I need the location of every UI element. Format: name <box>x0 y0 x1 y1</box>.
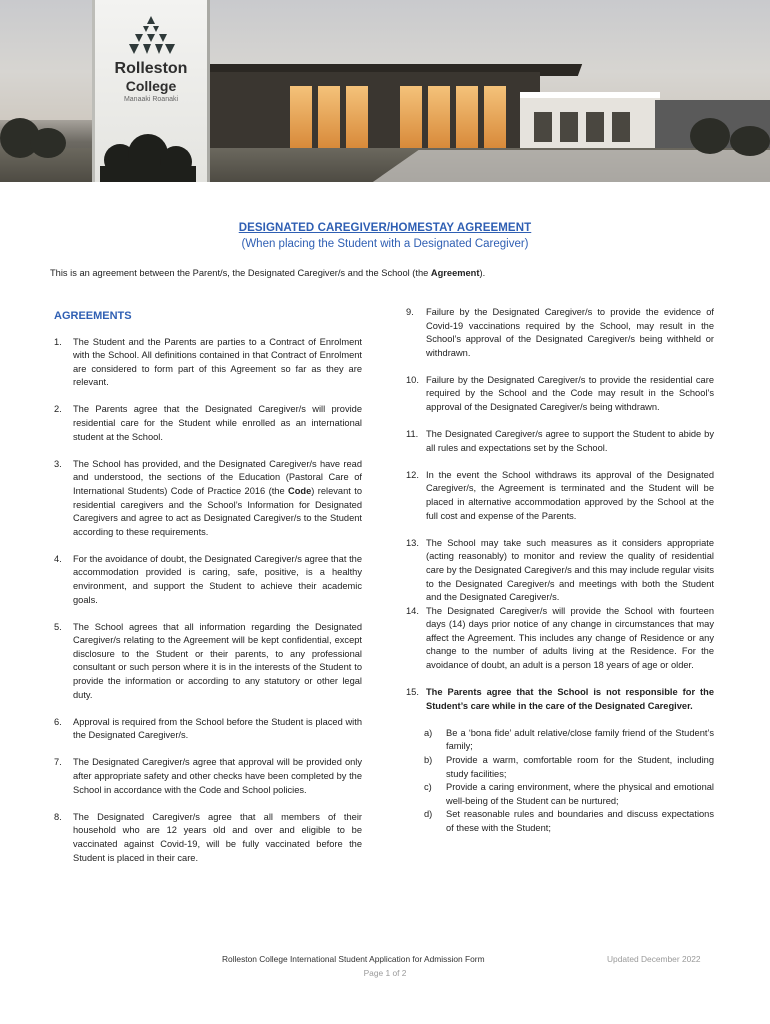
list-item: 7. The Designated Caregiver/s agree that approval will be provided only after appropriate safety and other checks have been completed by the School in accordance with the Code and School policies. <box>54 757 362 795</box>
flax-bush-icon <box>100 120 196 182</box>
section-heading-agreements: AGREEMENTS <box>54 310 132 322</box>
list-item: 15. The Parents agree that the School is not responsible for the Student’s care while in the care of the Designated Caregiver. <box>406 687 714 711</box>
agreement-term: Agreement <box>430 268 480 278</box>
college-logo-icon <box>125 14 177 58</box>
list-item: 13. The School may take such measures as it considers appropriate (acting reasonably) to monitor and review the quality of residential care by the Designated Caregiver/s and this may include regular visits to the Designated Caregiver/s and meetings with both the Student and the Designated Caregiver/s. <box>406 537 714 603</box>
list-item: 9. Failure by the Designated Caregiver/s to provide the evidence of Covid-19 vaccinations required by the School, may result in the School’s approval of the Designated Caregiver/s being withheld or withdrawn. <box>406 307 714 358</box>
list-item: 2. The Parents agree that the Designated Caregiver/s will provide residential care for the Student while enrolled as an international student at the School. <box>54 404 362 442</box>
sign-college-name: Rolleston <box>114 60 188 77</box>
list-item: 6. Approval is required from the School before the Student is placed with the Designated Caregiver/s. <box>54 716 362 741</box>
sub-list-item: a) Be a ‘bona fide’ adult relative/close family friend of the Student’s family; <box>424 727 714 752</box>
sign-motto: Manaaki Roanaki <box>123 96 179 103</box>
list-item: 11. The Designated Caregiver/s agree to support the Student to abide by all rules and expectations set by the School. <box>406 429 714 453</box>
footer-form-name: Rolleston College International Student Application for Admission Form <box>222 954 485 964</box>
document-heading <box>0 222 770 250</box>
list-item: 12. In the event the School withdraws its approval of the Designated Caregiver/s, the Agreement is terminated and the Student will be placed in alternative accommodation approved by the School at the full cost and expense of the Parents. <box>406 469 714 521</box>
intro-paragraph: This is an agreement between the Parent/s, the Designated Caregiver/s and the School (the Agreement). <box>50 268 486 278</box>
sub-list-item: b) Provide a warm, comfortable room for the Student, including study facilities; <box>424 755 714 779</box>
document-title: DESIGNATED CAREGIVER/HOMESTAY AGREEMENT <box>238 222 532 234</box>
sub-list-item: c) Provide a caring environment, where the physical and emotional well-being of the Student can be nurtured; <box>424 782 714 806</box>
sign-college-word: College <box>125 78 177 94</box>
list-item: 14. The Designated Caregiver/s will provide the School with fourteen days (14) days prior notice of any change in circumstances that may affect the Agreement. This includes any change of Residence or any change to the number of adults living at the Residence. For the avoidance of doubt, an adult is a person 18 years of age or older. <box>406 605 714 671</box>
header-photo <box>0 0 770 182</box>
page-number: Page 1 of 2 <box>363 968 407 978</box>
list-item: 10. Failure by the Designated Caregiver/s to provide the residential care required by the School and the Code may result in the School’s approval of the Designated Caregiver/s being withdrawn. <box>406 374 714 413</box>
left-column <box>54 306 362 879</box>
list-item: 8. The Designated Caregiver/s agree that all members of their household who are 12 years old and over and eligible to be vaccinated against Covid-19, will be fully vaccinated before the Student is placed in their care. <box>54 811 362 863</box>
list-item: 3. The School has provided, and the Designated Caregiver/s have read and understood, the sections of the Education (Pastoral Care of International Students) Code of Practice 2016 (the Code) relevant to residential caregivers and the School’s Information for Designated Caregivers and agree to act as Designated Caregiver/s to the Student according to these requirements. <box>54 458 363 537</box>
document-subtitle: (When placing the Student with a Designated Caregiver) <box>241 238 529 250</box>
list-item: 5. The School agrees that all information regarding the Designated Caregiver/s relating to the Agreement will be kept confidential, except disclosure to the Student or their parents, to any professional consultant or such person where it is in the interests of the Student to provide the information or according to any statutory or other legal duty. <box>54 621 362 700</box>
list-item: 4. For the avoidance of doubt, the Designated Caregiver/s agree that the accommodation provided is caring, safe, positive, is a healthy environment, and support the Student to achieve their academic goals. <box>54 553 362 605</box>
list-item: 1. The Student and the Parents are parties to a Contract of Enrolment with the School. All definitions contained in that Contract of Enrolment are considered to form part of this Agreement so far as they are relevant. <box>54 336 362 388</box>
footer-updated-date: Updated December 2022 <box>607 954 701 964</box>
right-column <box>406 306 714 836</box>
sub-list-item: d) Set reasonable rules and boundaries and discuss expectations of these with the Student; <box>424 809 714 833</box>
